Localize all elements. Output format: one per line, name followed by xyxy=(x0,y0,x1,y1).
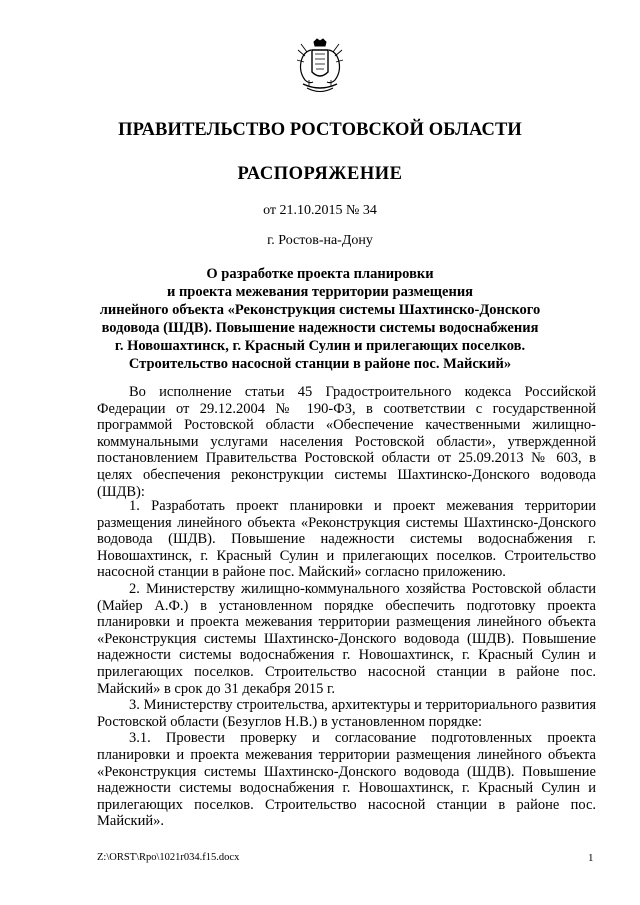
document-city: г. Ростов-на-Дону xyxy=(267,233,373,248)
subject-line: Строительство насосной станции в районе пос. Майский» xyxy=(128,356,512,372)
file-path-footer: Z:\ORST\Rpo\1021r034.f15.docx xyxy=(97,852,240,863)
order-item-3-1: 3.1. Провести проверку и согласование подготовленных проекта планировки и проекта межевания территории размещения линейного объекта «Реконструкция системы Шахтинско-Донского водовода (ШДВ). Повышение надежности системы водоснабжения г. Новошахтинск, г. Красный Сулин и прилегающих поселков. Строительство насосной станции в районе пос. Майский». xyxy=(97,730,596,830)
subject-line: и проекта межевания территории размещения xyxy=(166,284,474,300)
document-subject xyxy=(80,265,560,373)
subject-line: линейного объекта «Реконструкция системы Шахтинско-Донского xyxy=(99,302,541,318)
order-item-1: 1. Разработать проект планировки и проект межевания территории размещения линейного объекта «Реконструкция системы Шахтинско-Донского водовода (ШДВ). Повышение надежности системы водоснабжения г. Новошахтинск, г. Красный Сулин и прилегающих поселков. Строительство насосной станции в районе пос. Майский» согласно приложению. xyxy=(97,498,596,581)
document-date-number: от 21.10.2015 № 34 xyxy=(263,203,377,218)
subject-line: г. Новошахтинск, г. Красный Сулин и прилегающих поселков. xyxy=(114,338,526,354)
preamble xyxy=(97,384,596,500)
subject-line: О разработке проекта планировки xyxy=(206,266,434,282)
subject-line: водовода (ШДВ). Повышение надежности системы водоснабжения xyxy=(101,320,539,336)
government-title: ПРАВИТЕЛЬСТВО РОСТОВСКОЙ ОБЛАСТИ xyxy=(118,120,522,140)
order-item-3: 3. Министерству строительства, архитектуры и территориального развития Ростовской области (Безуглов Н.В.) в установленном порядке: xyxy=(97,697,596,730)
order-item-2: 2. Министерству жилищно-коммунального хозяйства Ростовской области (Майер А.Ф.) в установленном порядке обеспечить подготовку проекта планировки и проекта межевания территории размещения линейного объекта «Реконструкция системы Шахтинско-Донского водовода (ШДВ). Повышение надежности системы водоснабжения г. Новошахтинск, г. Красный Сулин и прилегающих поселков. Строительство насосной станции в районе пос. Майский» в срок до 31 декабря 2015 г. xyxy=(97,580,596,697)
document-type-title: РАСПОРЯЖЕНИЕ xyxy=(237,164,403,184)
preamble-paragraph: Во исполнение статьи 45 Градостроительного кодекса Российской Федерации от 29.12.2004 № 190-ФЗ, в соответствии с государственной программой Ростовской области «Обеспечение качественными жилищно-коммунальными услугами населения Ростовской области», утвержденной постановлением Правительства Ростовской области от 25.09.2013 № 603, в целях обеспечения реконструкции системы Шахтинско-Донского водовода (ШДВ): xyxy=(97,384,596,500)
order-items xyxy=(97,498,596,830)
page-number: 1 xyxy=(588,852,594,864)
coat-of-arms-icon xyxy=(295,38,345,96)
